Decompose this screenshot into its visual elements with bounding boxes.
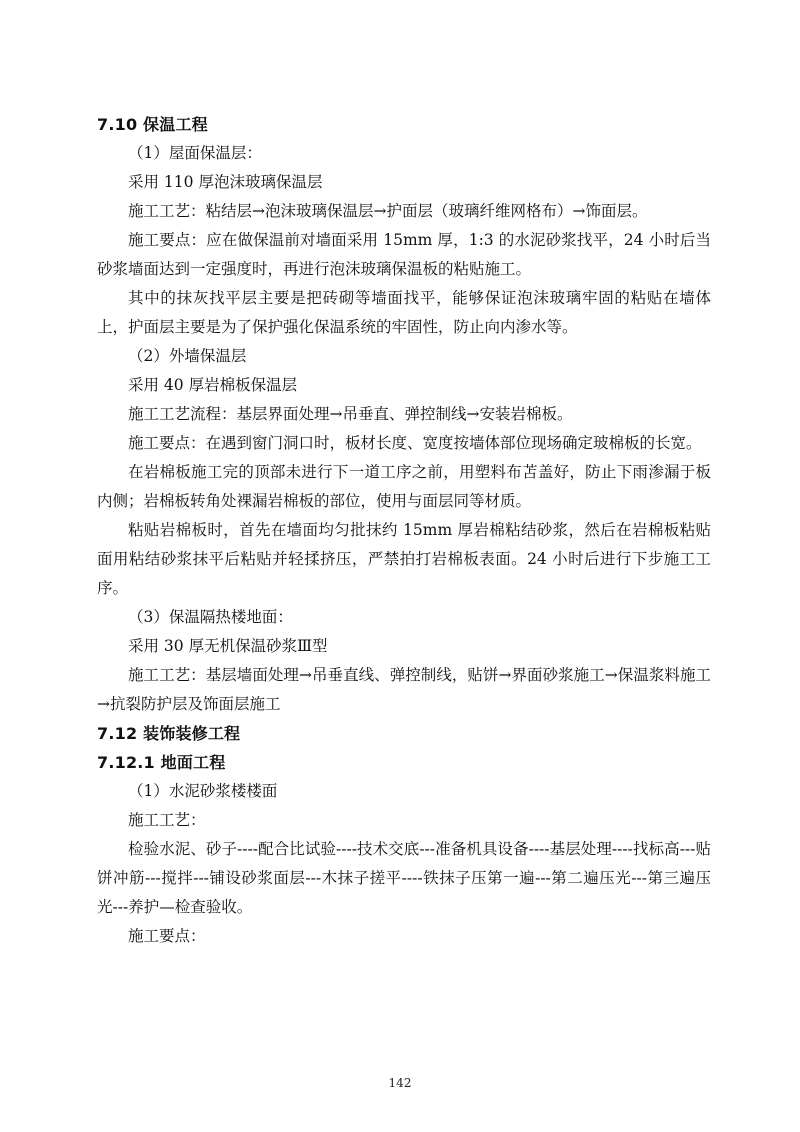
cement-floor-points-label: 施工要点：: [128, 927, 206, 945]
wall-insulation-material: 采用 40 厚岩棉板保温层: [128, 376, 298, 394]
roof-insulation-material: 采用 110 厚泡沫玻璃保温层: [128, 173, 323, 191]
wall-insulation-process: 施工工艺流程：基层界面处理→吊垂直、弹控制线→安装岩棉板。: [128, 405, 573, 423]
cement-floor-process-steps: 检验水泥、砂子----配合比试验----技术交底---准备机具设备----基层处理----找标高---贴饼冲筋---搅拌---铺设砂浆面层---木抹子搓平----铁抹子压第一遍---第二遍压光---第三遍压光---养护—检查验收。: [97, 840, 711, 916]
wall-insulation-points: 施工要点：在遇到窗门洞口时，板材长度、宽度按墙体部位现场确定玻棉板的长宽。: [128, 434, 702, 452]
floor-insulation-title: （3）保温隔热楼地面：: [128, 608, 293, 626]
roof-insulation-process: 施工工艺：粘结层→泡沫玻璃保温层→护面层（玻璃纤维网格布）→饰面层。: [128, 202, 648, 220]
cement-floor-process-label: 施工工艺：: [128, 811, 206, 829]
wall-insulation-title: （2）外墙保温层: [128, 347, 247, 365]
roof-insulation-note: 其中的抹灰找平层主要是把砖砌等墙面找平，能够保证泡沫玻璃牢固的粘贴在墙体上，护面层主要是为了保护强化保温系统的牢固性，防止向内渗水等。: [97, 289, 711, 336]
floor-insulation-process: 施工工艺：基层墙面处理→吊垂直线、弹控制线，贴饼→界面砂浆施工→保温浆料施工→抗裂防护层及饰面层施工: [97, 666, 711, 713]
roof-insulation-points: 施工要点：应在做保温前对墙面采用 15mm 厚，1:3 的水泥砂浆找平，24 小时后当砂浆墙面达到一定强度时，再进行泡沫玻璃保温板的粘贴施工。: [97, 231, 711, 278]
section-heading-7-10: 7.10 保温工程: [97, 115, 208, 134]
roof-insulation-title: （1）屋面保温层：: [128, 144, 262, 162]
section-heading-7-12: 7.12 装饰装修工程: [97, 724, 241, 743]
wall-insulation-note-1: 在岩棉板施工完的顶部未进行下一道工序之前，用塑料布苫盖好，防止下雨渗漏于板内侧；岩棉板转角处裸漏岩棉板的部位，使用与面层同等材质。: [97, 463, 711, 510]
page-content: [97, 110, 711, 951]
floor-insulation-material: 采用 30 厚无机保温砂浆Ⅲ型: [128, 637, 328, 655]
wall-insulation-note-2: 粘贴岩棉板时，首先在墙面均匀批抹约 15mm 厚岩棉粘结砂浆，然后在岩棉板粘贴面用粘结砂浆抹平后粘贴并轻揉挤压，严禁拍打岩棉板表面。24 小时后进行下步施工工序。: [97, 521, 711, 597]
page-number: 142: [388, 1076, 412, 1090]
section-heading-7-12-1: 7.12.1 地面工程: [97, 753, 226, 772]
cement-floor-title: （1）水泥砂浆楼楼面: [128, 782, 278, 800]
